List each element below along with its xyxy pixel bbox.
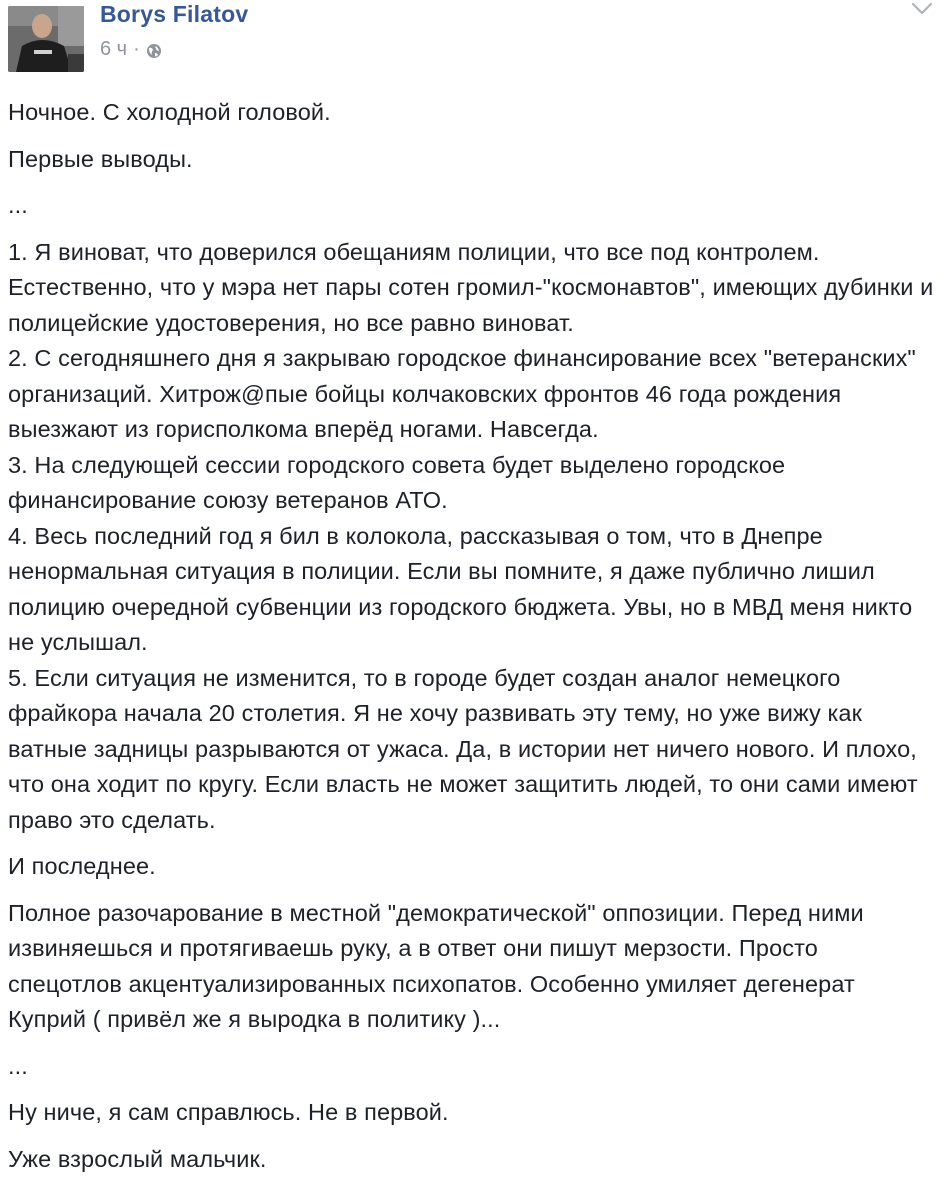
list-item: 2. С сегодняшнего дня я закрываю городское финансирование всех "ветеранских" организаций. Хитрож@пые бойцы колчаковских фронтов 46 года рождения выезжают из горисполкома вперёд ногами. Навсегда.	[8, 345, 916, 442]
avatar-photo	[8, 6, 84, 72]
post-paragraph: Ночное. С холодной головой.	[8, 99, 331, 125]
post-paragraph: ...	[8, 1052, 28, 1079]
globe-icon[interactable]	[146, 42, 162, 58]
post-meta	[100, 38, 162, 61]
list-item: 1. Я виноват, что доверился обещаниям полиции, что все под контролем. Естественно, что у мэра нет пары сотен громил-"космонавтов", имеющих дубинки и полицейские удостоверения, но все равно виноват.	[8, 238, 934, 336]
chevron-down-icon[interactable]	[911, 2, 933, 16]
avatar[interactable]	[8, 6, 84, 72]
post-numbered-list	[8, 235, 938, 839]
list-item: 5. Если ситуация не изменится, то в городе будет создан аналог немецкого фрайкора начала 20 столетия. Я не хочу развивать эту тему, но уже вижу как ватные задницы разрываются от ужаса. Да, в истории нет ничего нового. И плохо, что она ходит по кругу. Если власть не может защитить людей, то они сами имеют право это сделать.	[8, 664, 918, 833]
post-paragraph: Уже взрослый мальчик.	[8, 1145, 267, 1172]
post-paragraph: Ну ниче, я сам справлюсь. Не в первой.	[8, 1099, 449, 1125]
meta-separator: ·	[133, 38, 140, 60]
post-paragraph: Полное разочарование в местной "демократической" оппозиции. Перед ними извиняешься и протягиваешь руку, а в ответ они пишут мерзости. Просто спецотлов акцентуализированных психопатов. Особенно умиляет дегенерат Куприй ( привёл же я выродка в политику )...	[8, 899, 864, 1032]
post-paragraph: И последнее.	[8, 853, 156, 879]
author-name-link[interactable]: Borys Filatov	[100, 1, 249, 27]
post-timestamp[interactable]: 6 ч	[100, 38, 128, 60]
post-body	[8, 95, 938, 1188]
post-paragraph: ...	[8, 192, 28, 218]
post-paragraph: Первые выводы.	[8, 145, 193, 172]
list-item: 4. Весь последний год я бил в колокола, рассказывая о том, что в Днепре ненормальная ситуация в полиции. Если вы помните, я даже публично лишил полицию очередной субвенции из городского бюджета. Увы, но в МВД меня никто не услышал.	[8, 522, 913, 655]
list-item: 3. На следующей сессии городского совета будет выделено городское финансирование союзу ветеранов АТО.	[8, 451, 786, 513]
